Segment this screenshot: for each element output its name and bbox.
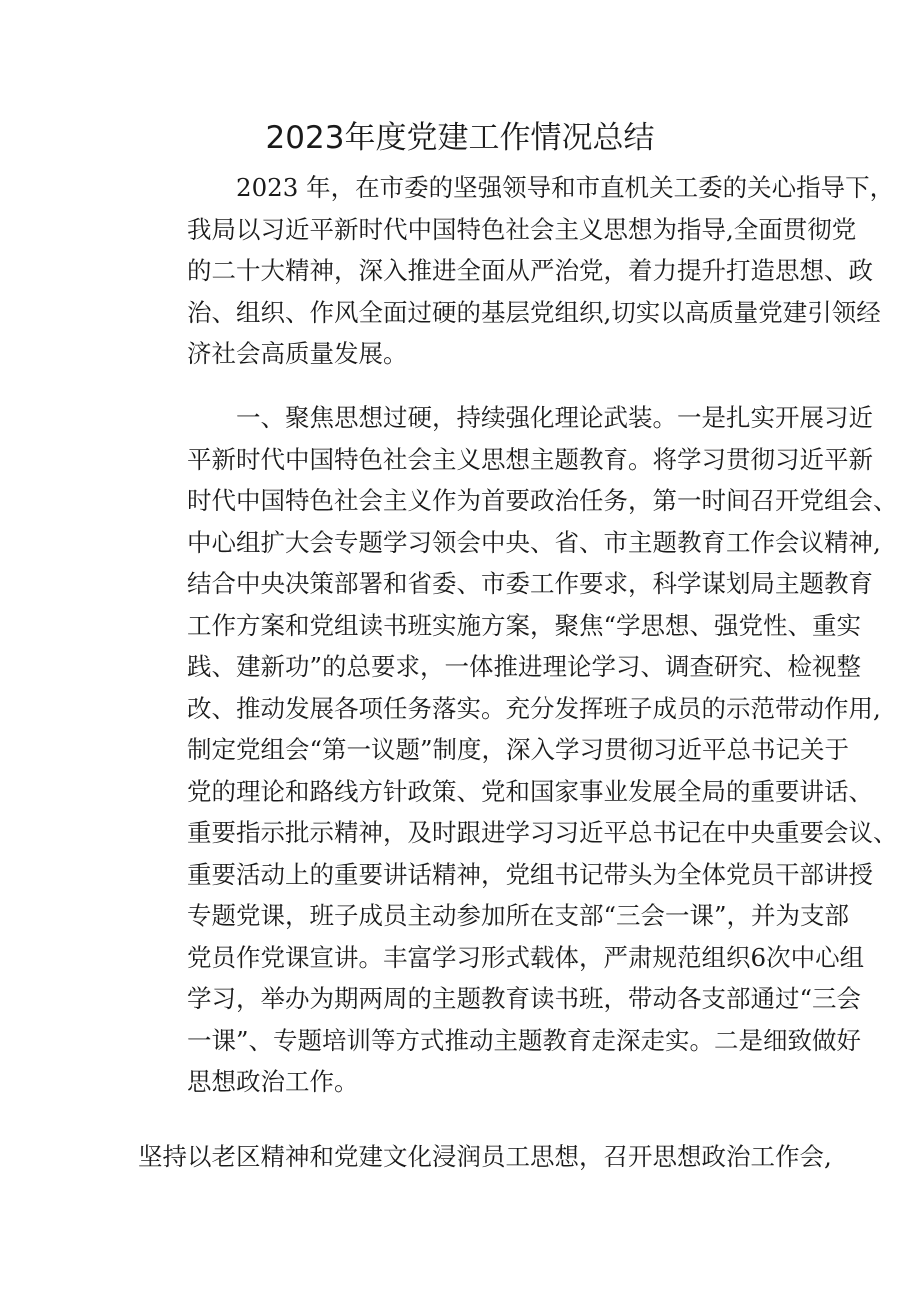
paragraph-intro (138, 167, 895, 375)
text-line: 党员作党课宣讲。丰富学习形式载体，严肃规范组织6次中心组 (187, 942, 865, 972)
text-line: 一课”、专题培训等方式推动主题教育走深走实。二是细致做好 (187, 1025, 862, 1055)
document-title: 2023年度党建工作情况总结 (265, 120, 655, 156)
text-line: 治、组织、作风全面过硬的基层党组织,切实以高质量党建引领经 (187, 297, 881, 327)
text-line: 中心组扩大会专题学习领会中央、省、市主题教育工作会议精神, (187, 527, 881, 557)
text-line: 坚持以老区精神和党建文化浸润员工思想，召开思想政治工作会, (138, 1142, 832, 1171)
paragraph-section-one (138, 397, 898, 1103)
text-line: 制定党组会“第一议题”制度，深入学习贯彻习近平总书记关于 (187, 735, 850, 764)
text-line: 学习，举办为期两周的主题教育读书班，带动各支部通过“三会 (187, 984, 862, 1013)
text-line: 工作方案和党组读书班实施方案，聚焦“学思想、强党性、重实 (187, 610, 862, 640)
text-line: 平新时代中国特色社会主义思想主题教育。将学习贯彻习近平新 (187, 444, 873, 474)
text-line: 我局以习近平新时代中国特色社会主义思想为指导,全面贯彻党 (187, 214, 857, 244)
text-line: 济社会高质量发展。 (187, 339, 408, 368)
text-line: 思想政治工作。 (187, 1067, 359, 1096)
text-line: 结合中央决策部署和省委、市委工作要求，科学谋划局主题教育 (187, 569, 873, 598)
text-line: 时代中国特色社会主义作为首要政治任务，第一时间召开党组会、 (187, 486, 898, 515)
text-line: 改、推动发展各项任务落实。充分发挥班子成员的示范带动作用, (187, 693, 881, 723)
text-line: 重要活动上的重要讲话精神，党组书记带头为全体党员干部讲授 (187, 859, 873, 889)
text-line: 党的理论和路线方针政策、党和国家事业发展全局的重要讲话、 (187, 776, 873, 806)
text-line: 重要指示批示精神，及时跟进学习习近平总书记在中央重要会议、 (187, 818, 898, 847)
text-line: 2023 年，在市委的坚强领导和市直机关工委的关心指导下， (236, 173, 895, 202)
text-line: 专题党课，班子成员主动参加所在支部“三会一课”，并为支部 (187, 901, 850, 930)
text-line: 践、建新功”的总要求，一体推进理论学习、调查研究、检视整 (187, 652, 862, 681)
text-line: 一、聚焦思想过硬，持续强化理论武装。一是扎实开展习近 (236, 403, 873, 432)
paragraph-continuation (138, 1136, 832, 1178)
text-line: 的二十大精神，深入推进全面从严治党，着力提升打造思想、政 (187, 256, 873, 285)
